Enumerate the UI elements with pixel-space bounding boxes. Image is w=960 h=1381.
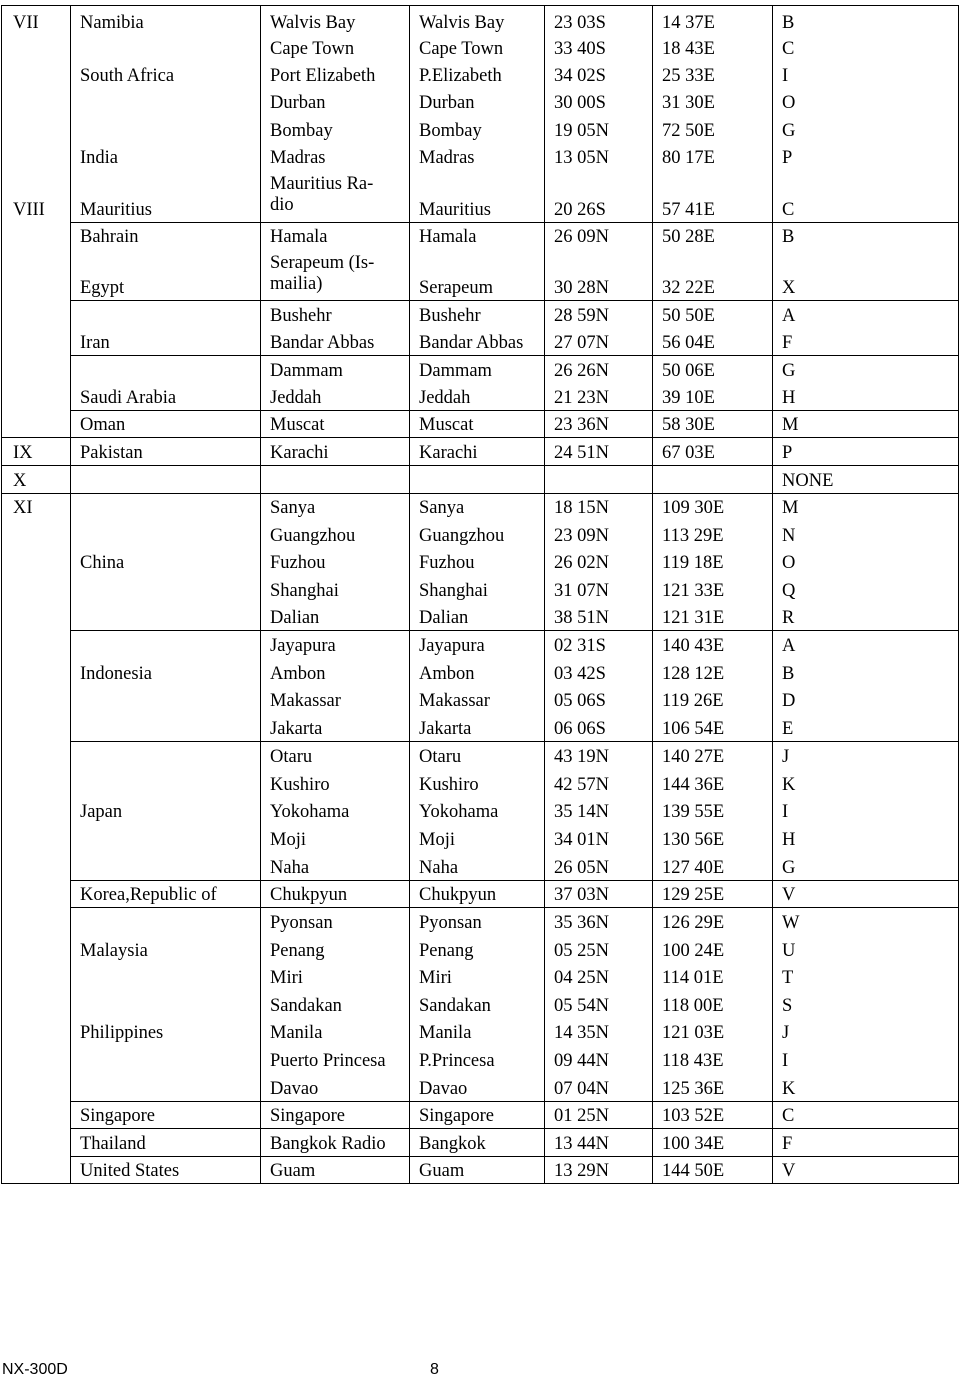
code-cell: K bbox=[782, 775, 796, 795]
latitude-cell: 28 59N bbox=[554, 306, 609, 326]
station-short-name-cell: Moji bbox=[419, 830, 455, 850]
code-cell: H bbox=[782, 388, 796, 408]
latitude-cell: 20 26S bbox=[554, 200, 606, 220]
station-short-name-cell: Chukpyun bbox=[419, 885, 497, 905]
country-cell: Namibia bbox=[80, 13, 144, 33]
station-name-cell: Jayapura bbox=[270, 636, 336, 656]
longitude-cell: 125 36E bbox=[662, 1079, 725, 1099]
row-divider bbox=[70, 355, 958, 356]
station-short-name-cell: Hamala bbox=[419, 227, 477, 247]
longitude-cell: 50 06E bbox=[662, 361, 715, 381]
latitude-cell: 26 02N bbox=[554, 553, 609, 573]
station-name-cell: Dammam bbox=[270, 361, 343, 381]
station-name-cell: Puerto Princesa bbox=[270, 1051, 386, 1071]
station-name-cell: Kushiro bbox=[270, 775, 330, 795]
longitude-cell: 72 50E bbox=[662, 121, 715, 141]
zone-cell: IX bbox=[13, 443, 33, 463]
latitude-cell: 42 57N bbox=[554, 775, 609, 795]
latitude-cell: 02 31S bbox=[554, 636, 606, 656]
zone-divider bbox=[1, 437, 70, 438]
station-name-cell: Fuzhou bbox=[270, 553, 326, 573]
country-cell: Japan bbox=[80, 802, 123, 822]
country-cell: South Africa bbox=[80, 66, 175, 86]
station-short-name-cell: Ambon bbox=[419, 664, 475, 684]
latitude-cell: 13 05N bbox=[554, 148, 609, 168]
station-short-name-cell: Miri bbox=[419, 968, 452, 988]
station-name-cell: Chukpyun bbox=[270, 885, 348, 905]
longitude-cell: 139 55E bbox=[662, 802, 725, 822]
longitude-cell: 67 03E bbox=[662, 443, 715, 463]
longitude-cell: 140 43E bbox=[662, 636, 725, 656]
footer-model: NX-300D bbox=[2, 1361, 68, 1378]
code-cell: U bbox=[782, 941, 796, 961]
latitude-cell: 03 42S bbox=[554, 664, 606, 684]
longitude-cell: 119 18E bbox=[662, 553, 724, 573]
country-cell: China bbox=[80, 553, 125, 573]
row-divider bbox=[70, 741, 958, 742]
code-cell: M bbox=[782, 498, 799, 518]
station-name-cell: Madras bbox=[270, 148, 326, 168]
code-cell: D bbox=[782, 691, 796, 711]
station-short-name-cell: Penang bbox=[419, 941, 474, 961]
station-name-cell: Port Elizabeth bbox=[270, 66, 376, 86]
code-cell: V bbox=[782, 885, 796, 905]
code-cell: A bbox=[782, 636, 796, 656]
row-divider bbox=[70, 630, 958, 631]
longitude-cell: 121 33E bbox=[662, 581, 725, 601]
longitude-cell: 39 10E bbox=[662, 388, 715, 408]
country-cell: Malaysia bbox=[80, 941, 148, 961]
station-name-cell: Shanghai bbox=[270, 581, 339, 601]
station-name-cell: Naha bbox=[270, 858, 310, 878]
station-short-name-cell: Bombay bbox=[419, 121, 482, 141]
code-cell: A bbox=[782, 306, 796, 326]
latitude-cell: 34 01N bbox=[554, 830, 609, 850]
station-short-name-cell: Makassar bbox=[419, 691, 490, 711]
station-name-cell: Penang bbox=[270, 941, 325, 961]
latitude-cell: 18 15N bbox=[554, 498, 609, 518]
station-name-cell: Sandakan bbox=[270, 996, 342, 1016]
station-short-name-cell: Otaru bbox=[419, 747, 462, 767]
station-short-name-cell: P.Elizabeth bbox=[419, 66, 502, 86]
station-name-cell: Manila bbox=[270, 1023, 323, 1043]
latitude-cell: 23 09N bbox=[554, 526, 609, 546]
row-divider bbox=[70, 1128, 958, 1129]
code-cell: I bbox=[782, 1051, 789, 1071]
station-short-name-cell: Karachi bbox=[419, 443, 478, 463]
zone-cell: VII bbox=[13, 13, 39, 33]
code-cell: W bbox=[782, 913, 800, 933]
station-short-name-cell: Walvis Bay bbox=[419, 13, 505, 33]
row-divider bbox=[70, 300, 958, 301]
station-name-cell: Ambon bbox=[270, 664, 326, 684]
station-short-name-cell: Madras bbox=[419, 148, 475, 168]
station-name-cell: Muscat bbox=[270, 415, 325, 435]
zone-divider bbox=[1, 493, 70, 494]
latitude-cell: 30 00S bbox=[554, 93, 606, 113]
table-border-left bbox=[1, 5, 2, 1184]
latitude-cell: 05 54N bbox=[554, 996, 609, 1016]
station-name-cell: Bombay bbox=[270, 121, 333, 141]
code-cell: F bbox=[782, 1134, 793, 1154]
country-cell: Saudi Arabia bbox=[80, 388, 177, 408]
station-short-name-cell: Sanya bbox=[419, 498, 465, 518]
station-short-name-cell: Dammam bbox=[419, 361, 492, 381]
station-short-name-cell: Muscat bbox=[419, 415, 474, 435]
station-short-name-cell: Guangzhou bbox=[419, 526, 505, 546]
latitude-cell: 19 05N bbox=[554, 121, 609, 141]
latitude-cell: 06 06S bbox=[554, 719, 606, 739]
country-cell: Pakistan bbox=[80, 443, 143, 463]
station-name-cell: Makassar bbox=[270, 691, 341, 711]
station-name-cell: Dalian bbox=[270, 608, 320, 628]
code-cell: B bbox=[782, 13, 795, 33]
station-short-name-cell: P.Princesa bbox=[419, 1051, 495, 1071]
code-cell: C bbox=[782, 200, 795, 220]
station-short-name-cell: Bushehr bbox=[419, 306, 481, 326]
code-cell: O bbox=[782, 93, 796, 113]
longitude-cell: 130 56E bbox=[662, 830, 725, 850]
column-divider bbox=[772, 5, 773, 1184]
station-short-name-cell: Jayapura bbox=[419, 636, 485, 656]
longitude-cell: 118 43E bbox=[662, 1051, 724, 1071]
column-divider bbox=[652, 5, 653, 1184]
station-name-cell: Miri bbox=[270, 968, 303, 988]
longitude-cell: 118 00E bbox=[662, 996, 724, 1016]
latitude-cell: 30 28N bbox=[554, 278, 609, 298]
latitude-cell: 05 25N bbox=[554, 941, 609, 961]
station-short-name-cell: Guam bbox=[419, 1161, 465, 1181]
longitude-cell: 80 17E bbox=[662, 148, 715, 168]
longitude-cell: 50 28E bbox=[662, 227, 715, 247]
longitude-cell: 140 27E bbox=[662, 747, 725, 767]
code-cell: B bbox=[782, 664, 795, 684]
station-short-name-cell: Cape Town bbox=[419, 39, 504, 59]
row-divider bbox=[70, 465, 958, 466]
station-short-name-cell: Durban bbox=[419, 93, 475, 113]
country-cell: United States bbox=[80, 1161, 180, 1181]
longitude-cell: 119 26E bbox=[662, 691, 724, 711]
latitude-cell: 04 25N bbox=[554, 968, 609, 988]
country-cell: Oman bbox=[80, 415, 126, 435]
station-name-cell: Hamala bbox=[270, 227, 328, 247]
code-cell: N bbox=[782, 526, 796, 546]
latitude-cell: 33 40S bbox=[554, 39, 606, 59]
latitude-cell: 26 09N bbox=[554, 227, 609, 247]
station-name-cell: Otaru bbox=[270, 747, 313, 767]
table-border-right bbox=[958, 5, 959, 1184]
longitude-cell: 121 31E bbox=[662, 608, 725, 628]
code-cell: P bbox=[782, 443, 793, 463]
code-cell: S bbox=[782, 996, 793, 1016]
country-cell: India bbox=[80, 148, 119, 168]
station-name-cell: Guam bbox=[270, 1161, 316, 1181]
country-cell: Iran bbox=[80, 333, 110, 353]
station-short-name-cell: Jeddah bbox=[419, 388, 471, 408]
longitude-cell: 25 33E bbox=[662, 66, 715, 86]
latitude-cell: 24 51N bbox=[554, 443, 609, 463]
latitude-cell: 23 36N bbox=[554, 415, 609, 435]
station-short-name-cell: Manila bbox=[419, 1023, 472, 1043]
latitude-cell: 05 06S bbox=[554, 691, 606, 711]
station-short-name-cell: Singapore bbox=[419, 1106, 495, 1126]
latitude-cell: 35 14N bbox=[554, 802, 609, 822]
station-short-name-cell: Bandar Abbas bbox=[419, 333, 524, 353]
code-cell: J bbox=[782, 747, 790, 767]
station-name-cell: Serapeum (Is- mailia) bbox=[270, 253, 375, 294]
station-short-name-cell: Jakarta bbox=[419, 719, 472, 739]
longitude-cell: 106 54E bbox=[662, 719, 725, 739]
latitude-cell: 07 04N bbox=[554, 1079, 609, 1099]
longitude-cell: 56 04E bbox=[662, 333, 715, 353]
longitude-cell: 144 36E bbox=[662, 775, 725, 795]
latitude-cell: 31 07N bbox=[554, 581, 609, 601]
station-short-name-cell: Dalian bbox=[419, 608, 469, 628]
station-short-name-cell: Sandakan bbox=[419, 996, 491, 1016]
code-cell: F bbox=[782, 333, 793, 353]
row-divider bbox=[70, 907, 958, 908]
zone-divider bbox=[1, 465, 70, 466]
country-cell: Korea,Republic of bbox=[80, 885, 217, 905]
zone-cell: XI bbox=[13, 498, 33, 518]
station-name-cell: Bushehr bbox=[270, 306, 332, 326]
longitude-cell: 126 29E bbox=[662, 913, 725, 933]
station-short-name-cell: Naha bbox=[419, 858, 459, 878]
code-cell: V bbox=[782, 1161, 796, 1181]
station-name-cell: Walvis Bay bbox=[270, 13, 356, 33]
station-short-name-cell: Fuzhou bbox=[419, 553, 475, 573]
code-cell: C bbox=[782, 1106, 795, 1126]
code-cell: H bbox=[782, 830, 796, 850]
row-divider bbox=[70, 493, 958, 494]
footer-page-number: 8 bbox=[430, 1361, 439, 1378]
longitude-cell: 103 52E bbox=[662, 1106, 725, 1126]
longitude-cell: 127 40E bbox=[662, 858, 725, 878]
station-short-name-cell: Mauritius bbox=[419, 200, 491, 220]
column-divider bbox=[544, 5, 545, 1184]
station-name-cell: Karachi bbox=[270, 443, 329, 463]
latitude-cell: 21 23N bbox=[554, 388, 609, 408]
table-border-top bbox=[1, 5, 959, 6]
code-cell: R bbox=[782, 608, 795, 628]
row-divider bbox=[70, 1101, 958, 1102]
latitude-cell: 34 02S bbox=[554, 66, 606, 86]
code-cell: P bbox=[782, 148, 793, 168]
station-short-name-cell: Pyonsan bbox=[419, 913, 482, 933]
code-cell: T bbox=[782, 968, 794, 988]
code-cell: X bbox=[782, 278, 796, 298]
code-cell: B bbox=[782, 227, 795, 247]
longitude-cell: 128 12E bbox=[662, 664, 725, 684]
country-cell: Egypt bbox=[80, 278, 125, 298]
station-name-cell: Cape Town bbox=[270, 39, 355, 59]
latitude-cell: 14 35N bbox=[554, 1023, 609, 1043]
longitude-cell: 100 34E bbox=[662, 1134, 725, 1154]
table-border-bottom bbox=[1, 1183, 959, 1184]
latitude-cell: 13 44N bbox=[554, 1134, 609, 1154]
code-cell: NONE bbox=[782, 471, 834, 491]
code-cell: I bbox=[782, 802, 789, 822]
longitude-cell: 58 30E bbox=[662, 415, 715, 435]
column-divider bbox=[70, 5, 71, 1184]
code-cell: O bbox=[782, 553, 796, 573]
station-name-cell: Mauritius Ra- dio bbox=[270, 174, 374, 215]
latitude-cell: 26 05N bbox=[554, 858, 609, 878]
column-divider bbox=[409, 5, 410, 1184]
longitude-cell: 109 30E bbox=[662, 498, 725, 518]
station-name-cell: Guangzhou bbox=[270, 526, 356, 546]
country-cell: Singapore bbox=[80, 1106, 156, 1126]
code-cell: M bbox=[782, 415, 799, 435]
station-name-cell: Sanya bbox=[270, 498, 316, 518]
code-cell: G bbox=[782, 858, 796, 878]
code-cell: E bbox=[782, 719, 794, 739]
station-short-name-cell: Kushiro bbox=[419, 775, 479, 795]
longitude-cell: 18 43E bbox=[662, 39, 715, 59]
latitude-cell: 37 03N bbox=[554, 885, 609, 905]
row-divider bbox=[70, 1156, 958, 1157]
longitude-cell: 113 29E bbox=[662, 526, 724, 546]
country-cell: Indonesia bbox=[80, 664, 152, 684]
longitude-cell: 114 01E bbox=[662, 968, 724, 988]
longitude-cell: 144 50E bbox=[662, 1161, 725, 1181]
country-cell: Bahrain bbox=[80, 227, 139, 247]
code-cell: K bbox=[782, 1079, 796, 1099]
country-cell: Thailand bbox=[80, 1134, 146, 1154]
station-name-cell: Bandar Abbas bbox=[270, 333, 375, 353]
code-cell: G bbox=[782, 361, 796, 381]
latitude-cell: 38 51N bbox=[554, 608, 609, 628]
station-name-cell: Jakarta bbox=[270, 719, 323, 739]
latitude-cell: 01 25N bbox=[554, 1106, 609, 1126]
station-short-name-cell: Serapeum bbox=[419, 278, 493, 298]
code-cell: Q bbox=[782, 581, 796, 601]
code-cell: C bbox=[782, 39, 795, 59]
code-cell: J bbox=[782, 1023, 790, 1043]
zone-cell: VIII bbox=[13, 200, 45, 220]
code-cell: I bbox=[782, 66, 789, 86]
latitude-cell: 35 36N bbox=[554, 913, 609, 933]
longitude-cell: 14 37E bbox=[662, 13, 715, 33]
station-name-cell: Davao bbox=[270, 1079, 319, 1099]
row-divider bbox=[70, 222, 958, 223]
code-cell: G bbox=[782, 121, 796, 141]
station-name-cell: Yokohama bbox=[270, 802, 350, 822]
longitude-cell: 50 50E bbox=[662, 306, 715, 326]
station-name-cell: Moji bbox=[270, 830, 306, 850]
station-short-name-cell: Davao bbox=[419, 1079, 468, 1099]
latitude-cell: 26 26N bbox=[554, 361, 609, 381]
longitude-cell: 129 25E bbox=[662, 885, 725, 905]
latitude-cell: 27 07N bbox=[554, 333, 609, 353]
longitude-cell: 100 24E bbox=[662, 941, 725, 961]
station-name-cell: Jeddah bbox=[270, 388, 322, 408]
row-divider bbox=[70, 437, 958, 438]
zone-cell: X bbox=[13, 471, 27, 491]
longitude-cell: 121 03E bbox=[662, 1023, 725, 1043]
station-short-name-cell: Bangkok bbox=[419, 1134, 486, 1154]
country-cell: Mauritius bbox=[80, 200, 152, 220]
station-name-cell: Pyonsan bbox=[270, 913, 333, 933]
latitude-cell: 43 19N bbox=[554, 747, 609, 767]
longitude-cell: 31 30E bbox=[662, 93, 715, 113]
country-cell: Philippines bbox=[80, 1023, 164, 1043]
latitude-cell: 13 29N bbox=[554, 1161, 609, 1181]
longitude-cell: 32 22E bbox=[662, 278, 715, 298]
station-short-name-cell: Yokohama bbox=[419, 802, 499, 822]
station-name-cell: Durban bbox=[270, 93, 326, 113]
longitude-cell: 57 41E bbox=[662, 200, 715, 220]
station-name-cell: Singapore bbox=[270, 1106, 346, 1126]
latitude-cell: 23 03S bbox=[554, 13, 606, 33]
latitude-cell: 09 44N bbox=[554, 1051, 609, 1071]
row-divider bbox=[70, 880, 958, 881]
station-short-name-cell: Shanghai bbox=[419, 581, 488, 601]
column-divider bbox=[260, 5, 261, 1184]
station-name-cell: Bangkok Radio bbox=[270, 1134, 386, 1154]
row-divider bbox=[70, 410, 958, 411]
